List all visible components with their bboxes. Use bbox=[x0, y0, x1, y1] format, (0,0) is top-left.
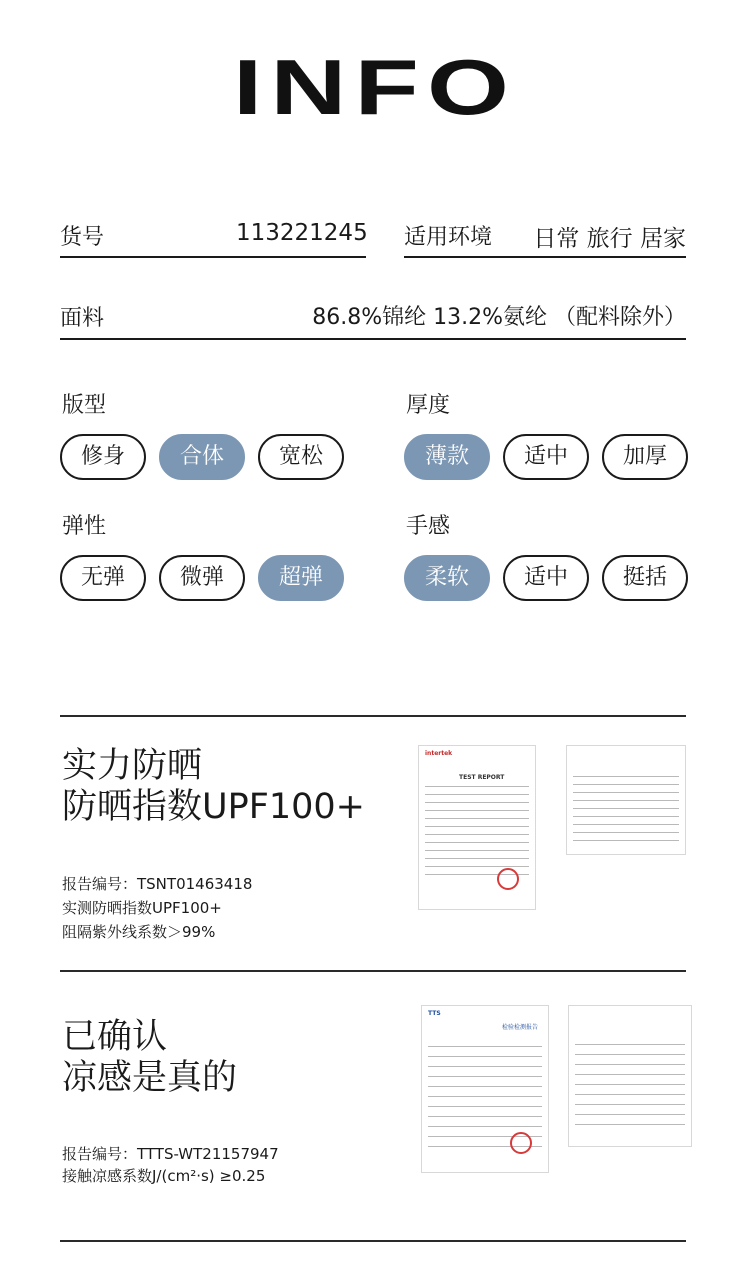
report-brand-logo: TTS bbox=[428, 1010, 441, 1017]
fabric-value: 86.8%锦纶 13.2%氨纶 （配料除外） bbox=[312, 305, 686, 330]
thickness-option-thick[interactable]: 加厚 bbox=[602, 434, 688, 480]
report-brand-logo: intertek bbox=[425, 750, 453, 757]
elasticity-label: 弹性 bbox=[62, 514, 107, 539]
thickness-label: 厚度 bbox=[406, 393, 451, 418]
elasticity-option-slight[interactable]: 微弹 bbox=[159, 555, 245, 601]
cool-report-number: 报告编号：TTTS-WT21157947 bbox=[62, 1145, 279, 1163]
fit-option-regular[interactable]: 合体 bbox=[159, 434, 245, 480]
sun-report-image-1 bbox=[418, 745, 536, 910]
handfeel-option-medium[interactable]: 适中 bbox=[503, 555, 589, 601]
fit-option-loose[interactable]: 宽松 bbox=[258, 434, 344, 480]
fabric-divider bbox=[60, 338, 686, 340]
thickness-option-thin[interactable]: 薄款 bbox=[404, 434, 490, 480]
handfeel-label: 手感 bbox=[406, 514, 451, 539]
report-title: 检验检测报告 bbox=[502, 1024, 539, 1031]
cool-heading-line2: 凉感是真的 bbox=[62, 1058, 238, 1098]
elasticity-option-none[interactable]: 无弹 bbox=[60, 555, 146, 601]
fit-option-slim[interactable]: 修身 bbox=[60, 434, 146, 480]
sun-upf-value: 实测防晒指数UPF100+ bbox=[62, 899, 222, 917]
item-no-label: 货号 bbox=[60, 225, 105, 250]
environment-label: 适用环境 bbox=[404, 225, 493, 250]
sun-heading-line2: 防晒指数UPF100+ bbox=[62, 787, 365, 827]
page-title: INFO bbox=[233, 43, 517, 131]
handfeel-option-crisp[interactable]: 挺括 bbox=[602, 555, 688, 601]
fit-label: 版型 bbox=[62, 393, 107, 418]
cool-heading-line1: 已确认 bbox=[62, 1017, 168, 1057]
elasticity-option-super[interactable]: 超弹 bbox=[258, 555, 344, 601]
report-stamp bbox=[497, 868, 519, 890]
environment-value: 日常 旅行 居家 bbox=[533, 226, 686, 252]
thickness-option-medium[interactable]: 适中 bbox=[503, 434, 589, 480]
sun-heading-line1: 实力防晒 bbox=[62, 746, 203, 786]
fabric-label: 面料 bbox=[60, 306, 105, 331]
item-no-value: 113221245 bbox=[236, 220, 368, 246]
bottom-divider bbox=[60, 1240, 686, 1242]
sun-report-image-2 bbox=[566, 745, 686, 855]
sun-report-number: 报告编号：TSNT01463418 bbox=[62, 875, 253, 893]
cool-report-image-2 bbox=[568, 1005, 692, 1147]
item-no-divider bbox=[60, 256, 366, 258]
cool-coefficient: 接触凉感系数J/(cm²·s) ≥0.25 bbox=[62, 1167, 266, 1185]
sun-section-top-divider bbox=[60, 715, 686, 717]
report-title: TEST REPORT bbox=[459, 774, 505, 781]
sun-uv-block: 阻隔紫外线系数＞99% bbox=[62, 923, 216, 941]
environment-divider bbox=[404, 256, 686, 258]
cool-report-image-1 bbox=[421, 1005, 549, 1173]
handfeel-option-soft[interactable]: 柔软 bbox=[404, 555, 490, 601]
report-stamp bbox=[510, 1132, 532, 1154]
cool-section-top-divider bbox=[60, 970, 686, 972]
